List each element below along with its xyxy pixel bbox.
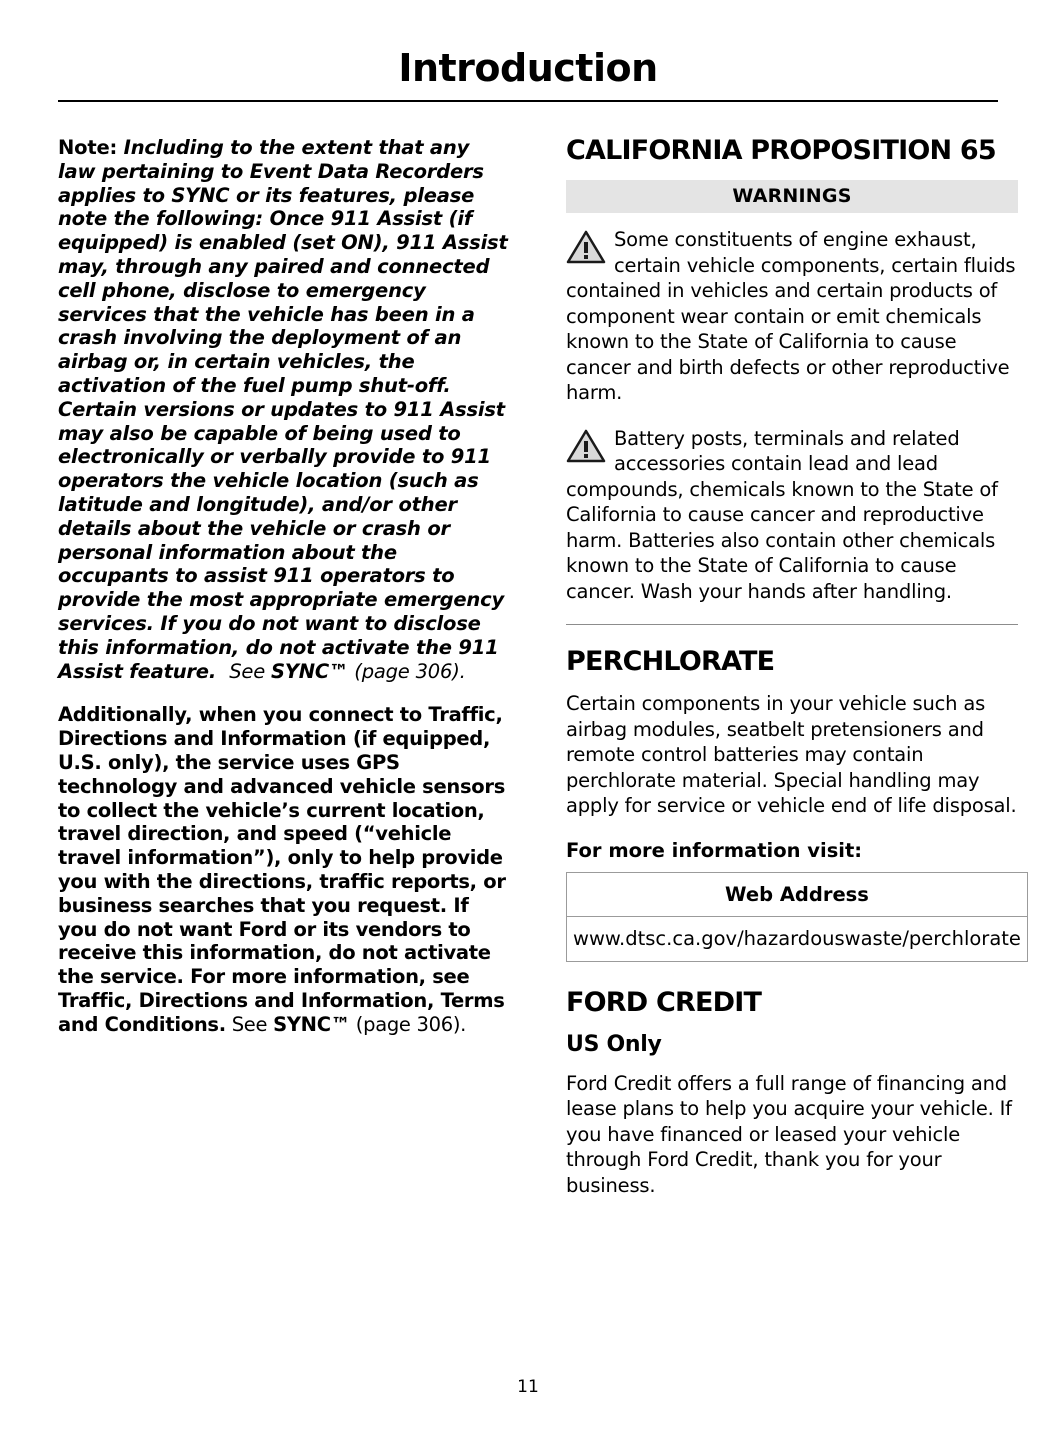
page-number: 11 bbox=[517, 1377, 539, 1397]
ford-credit-body: Ford Credit offers a full range of financing and lease plans to help you acquire your vehicle. If you have financed or leased your vehicle through Ford Credit, thank you for your business. bbox=[566, 1071, 1012, 1197]
note-label: Note: bbox=[58, 136, 118, 159]
warning-paragraph-battery bbox=[566, 426, 1018, 605]
heading-california-proposition-65: CALIFORNIA PROPOSITION 65 bbox=[566, 135, 996, 166]
note-text: Including to the extent that any law pertaining to Event Data Recorders applies to SYNC or its features, please note the following: Once 911 Assist (if equipped) is enabled (set ON), 911 Assist may, through any paired and connected cell phone, disclose to emergency services that the vehicle has been in a crash involving the deployment of an airbag or, in certain vehicles, the activation of the fuel pump shut-off. Certain versions or updates to 911 Assist may also be capable of being used to electronically or verbally provide to 911 operators the vehicle location (such as latitude and longitude), and/or other details about the vehicle or crash or personal information about the occupants to assist 911 operators to provide the most appropriate emergency services. If you do not want to disclose this information, do not activate the 911 Assist feature. bbox=[58, 136, 508, 683]
warning-triangle-icon bbox=[566, 429, 606, 463]
additional-see-target: SYNC™ bbox=[273, 1012, 350, 1036]
heading-ford-credit: FORD CREDIT bbox=[566, 986, 762, 1018]
page-title: Introduction bbox=[398, 46, 658, 90]
web-address-table bbox=[566, 872, 1028, 962]
perchlorate-body: Certain components in your vehicle such as airbag modules, seatbelt pretensioners and remote control batteries may contain perchlorate material. Special handling may apply for service or vehicle end of life disposal. bbox=[566, 692, 1017, 817]
title-divider bbox=[58, 100, 998, 102]
table-header-row bbox=[567, 872, 1028, 917]
note-cross-reference bbox=[229, 660, 465, 683]
table-row bbox=[567, 917, 1028, 962]
warning-paragraph-exhaust bbox=[566, 227, 1018, 406]
heading-perchlorate: PERCHLORATE bbox=[566, 646, 775, 677]
see-prefix: See bbox=[229, 659, 271, 683]
right-column bbox=[566, 135, 1021, 1218]
warning-triangle-icon bbox=[566, 230, 606, 264]
left-column bbox=[58, 136, 510, 1056]
warning-exhaust-text: Some constituents of engine exhaust, certain vehicle components, certain fluids contained in vehicles and certain products of component wear contain or emit chemicals known to the State of California to cause cancer and birth defects or other reproductive harm. bbox=[566, 228, 1016, 404]
more-information-label: For more information visit: bbox=[566, 838, 863, 862]
warnings-banner: WARNINGS bbox=[566, 180, 1018, 213]
two-column-layout bbox=[58, 135, 1021, 1218]
see-page: (page 306). bbox=[348, 659, 466, 683]
subheading-us-only: US Only bbox=[566, 1031, 662, 1057]
table-header-web-address: Web Address bbox=[567, 872, 1028, 917]
see-target: SYNC™ bbox=[271, 659, 349, 683]
section-divider bbox=[566, 624, 1018, 625]
web-address-value: www.dtsc.ca.gov/hazardouswaste/perchlorate bbox=[567, 917, 1028, 962]
warning-battery-text: Battery posts, terminals and related accessories contain lead and lead compounds, chemicals known to the State of California to cause cancer and reproductive harm. Batteries also contain other chemicals known to the State of California to cause cancer. Wash your hands after handling. bbox=[566, 426, 998, 603]
additional-see-page: (page 306). bbox=[349, 1012, 467, 1036]
additional-text: Additionally, when you connect to Traffic, Directions and Information (if equipped, U.S. only), the service uses GPS technology and advanced vehicle sensors to collect the vehicle’s current location, travel direction, and speed (“vehicle travel information”), only to help provide you with the directions, traffic reports, or business searches that you request. If you do not want Ford or its vendors to receive this information, do not activate the service. For more information, see Traffic, Directions and Information, Terms and Conditions. bbox=[58, 703, 506, 1036]
additional-see-prefix: See bbox=[225, 1012, 274, 1036]
additional-paragraph bbox=[58, 703, 510, 1036]
note-paragraph bbox=[58, 136, 510, 683]
